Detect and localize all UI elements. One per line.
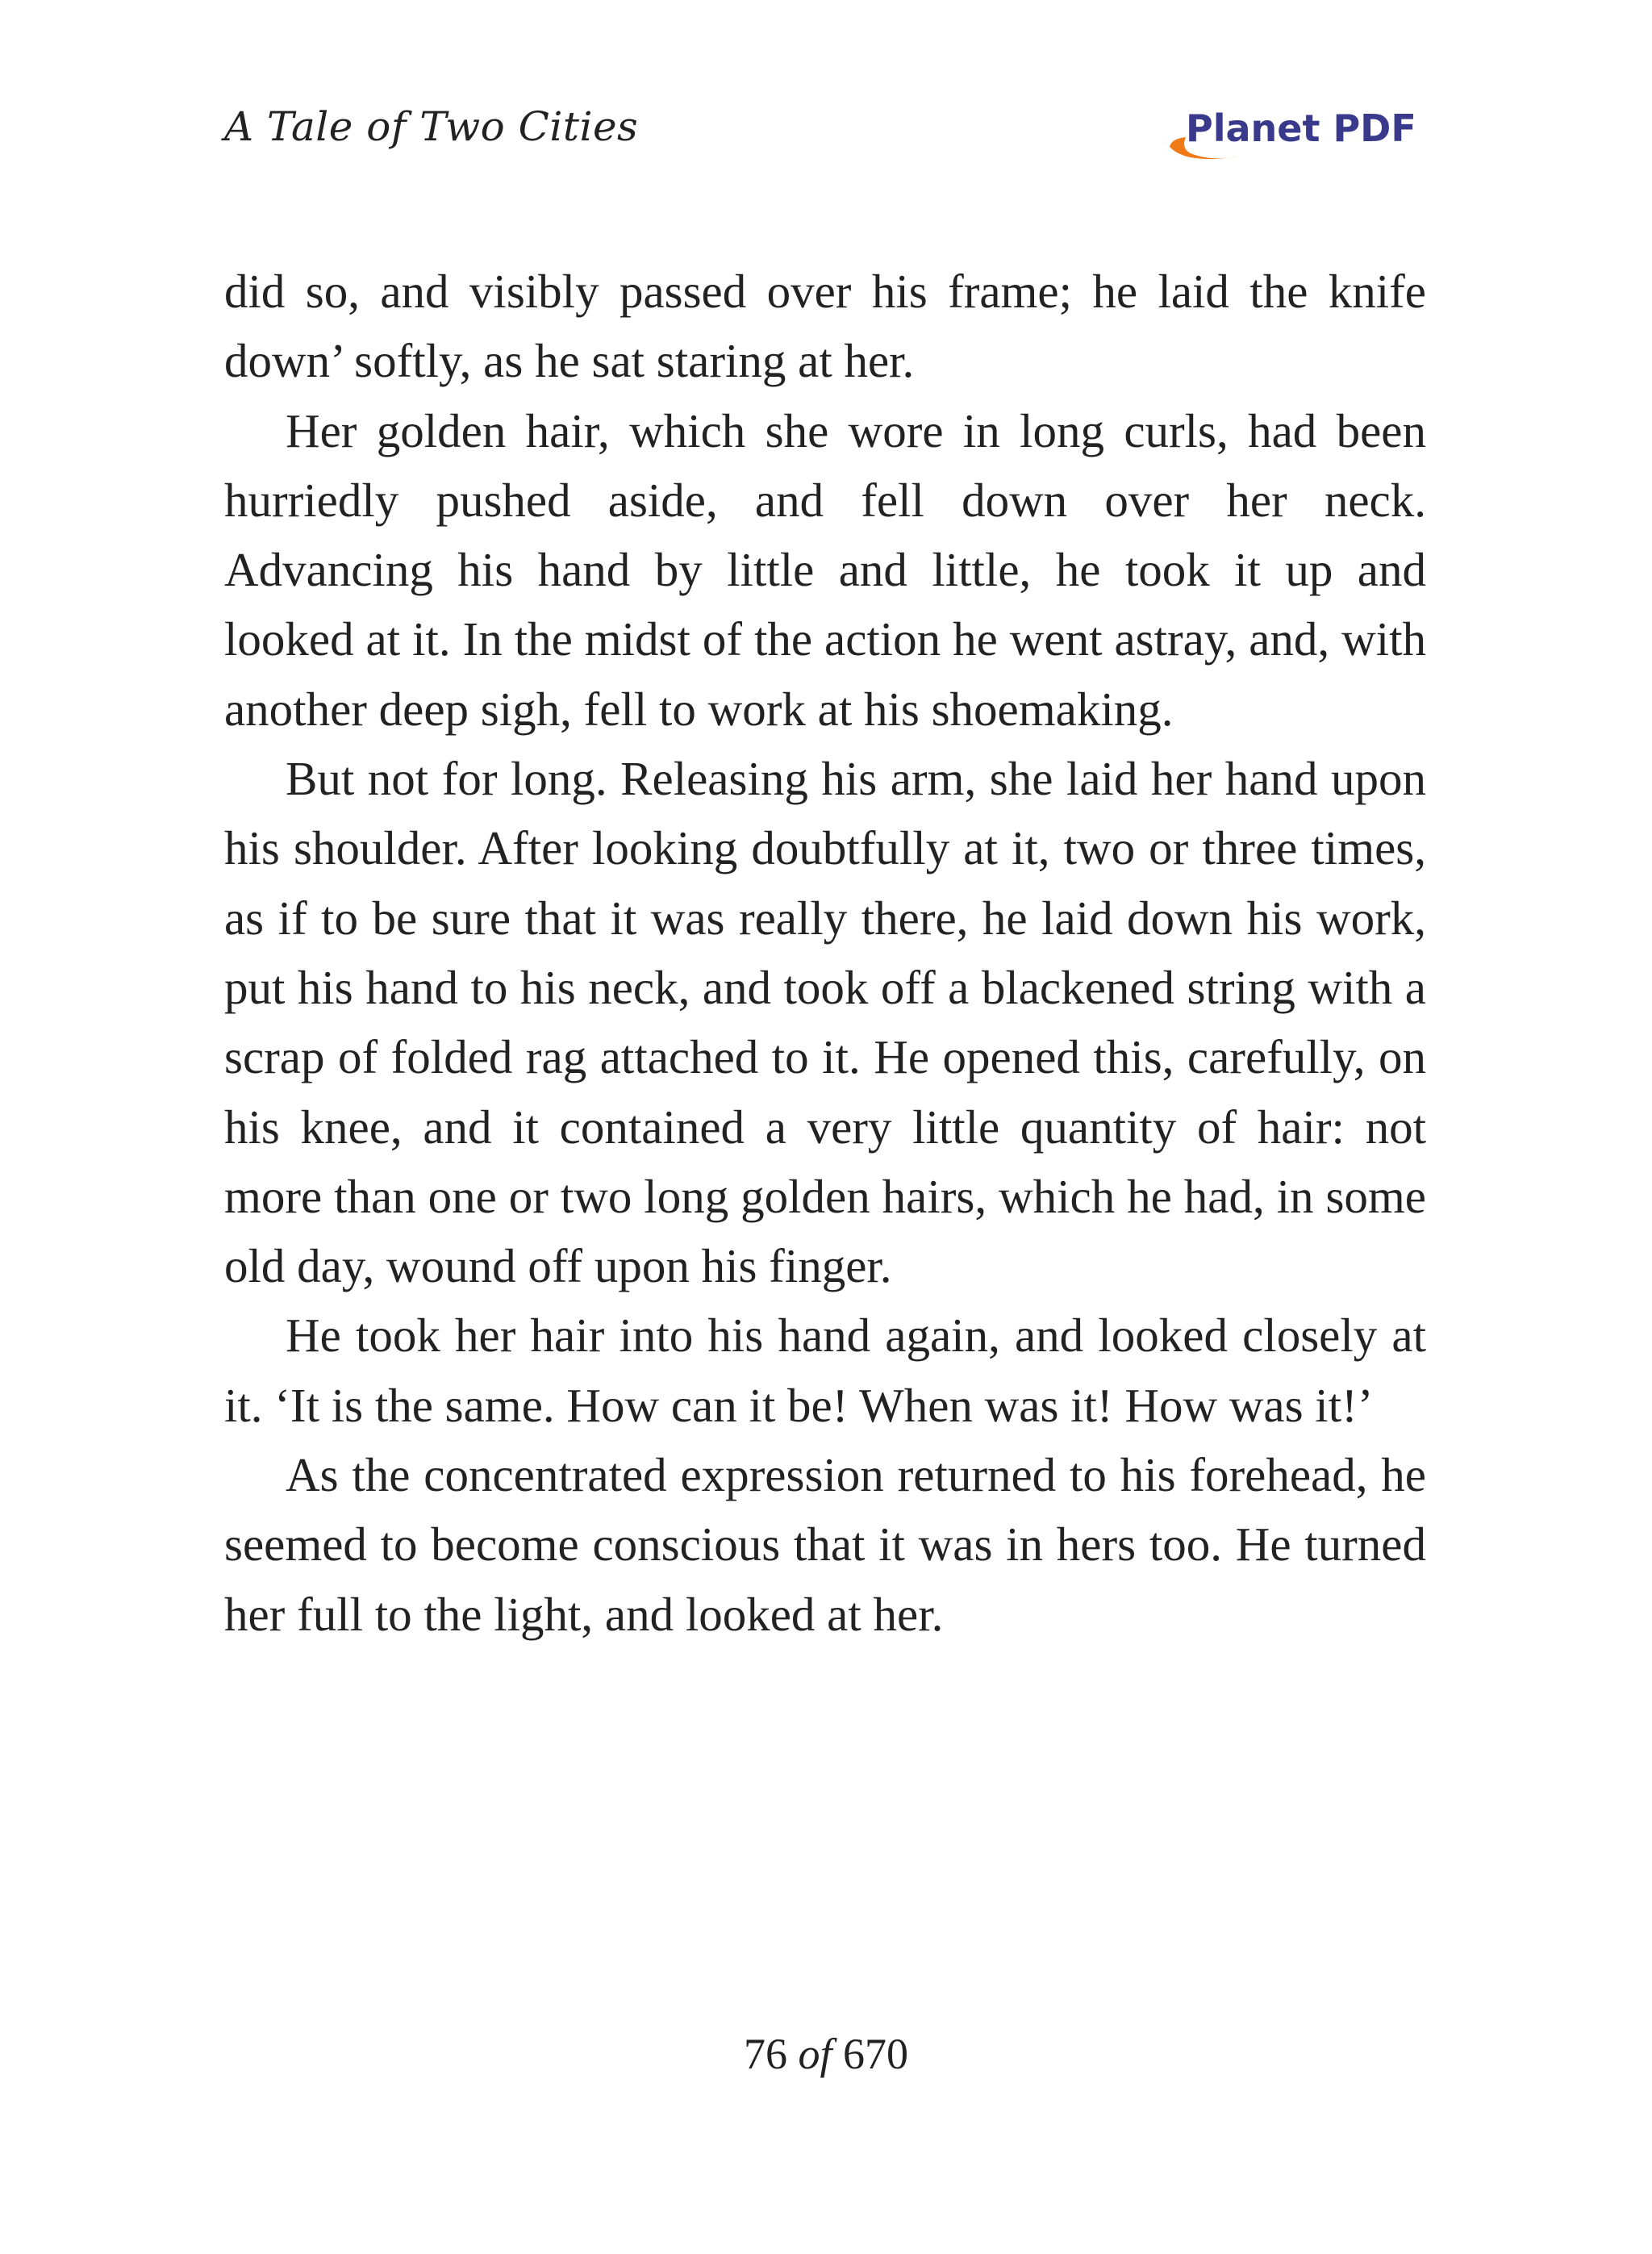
chapter-text: [224, 257, 1426, 1649]
paragraph: did so, and visibly passed over his frame; he laid the knife down’ softly, as he sat staring at her.: [224, 265, 1426, 388]
paragraph: He took her hair into his hand again, and looked closely at it. ‘It is the same. How can it be! When was it! How was it!’: [224, 1309, 1426, 1432]
logo-text: Planet PDF: [1186, 106, 1416, 150]
planet-pdf-logo-icon: [1162, 97, 1436, 169]
paragraph: But not for long. Releasing his arm, she laid her hand upon his shoulder. After looking doubtfully at it, two or three times, as if to be sure that it was really there, he laid down his work, put his hand to his neck, and took off a blackened string with a scrap of folded rag attached to it. He opened this, carefully, on his knee, and it contained a very little quantity of hair: not more than one or two long golden hairs, which he had, in some old day, wound off upon his finger.: [224, 752, 1426, 1293]
paragraph: Her golden hair, which she wore in long curls, had been hurriedly pushed aside, and fell down over her neck. Advancing his hand by little and little, he took it up and looked at it. In the midst of the action he went astray, and, with another deep sigh, fell to work at his shoemaking.: [224, 403, 1426, 736]
book-title: A Tale of Two Cities: [224, 103, 639, 150]
page-number: [0, 2029, 1652, 2079]
current-page: 76: [743, 2030, 787, 2078]
total-pages: 670: [843, 2030, 908, 2078]
planet-pdf-logo[interactable]: [1162, 97, 1436, 169]
of-label: of: [798, 2030, 832, 2078]
paragraph: As the concentrated expression returned to his forehead, he seemed to become conscious that it was in hers too. He turned her full to the light, and looked at her.: [224, 1448, 1426, 1641]
